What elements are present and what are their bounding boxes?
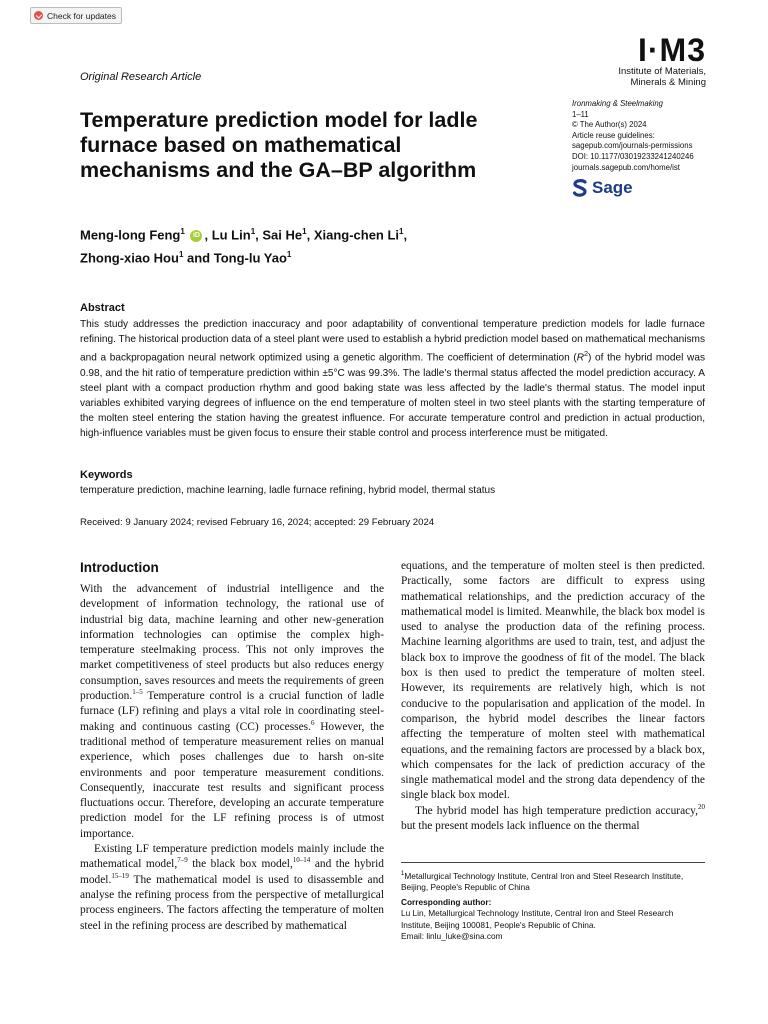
section-heading-introduction: Introduction (80, 560, 159, 575)
footnote-divider (401, 862, 705, 863)
author[interactable]: Tong-lu Yao (213, 250, 287, 266)
journal-name: Ironmaking & Steelmaking (572, 99, 664, 108)
badge-label: Check for updates (47, 10, 116, 21)
author[interactable]: Meng-long Feng (80, 227, 181, 243)
page-title: Temperature prediction model for ladle furnace based on mathematical mechanisms and the GA–BP algorithm (80, 108, 478, 182)
paragraph: The hybrid model has high temperature prediction accuracy,$^{20}$ but the present models lack influence on the thermal (401, 802, 705, 833)
journal-copyright: © The Author(s) 2024 (572, 120, 647, 130)
corresponding-author: Lu Lin, Metallurgical Technology Institute, Central Iron and Steel Research Institute, Beijing 100081, People's Republic of China. (401, 908, 674, 930)
reuse-link[interactable]: sagepub.com/journals-permissions (572, 141, 693, 151)
author[interactable]: Zhong-xiao Hou (80, 250, 179, 266)
doi-link[interactable]: DOI: 10.1177/03019233241240246 (572, 151, 694, 161)
author[interactable]: Lu Lin (211, 227, 251, 243)
article-dates: Received: 9 January 2024; revised February 16, 2024; accepted: 29 February 2024 (80, 517, 435, 528)
paragraph: Existing LF temperature prediction models mainly include the mathematical model,$^{7-9}$ the black box model,$^{10-14}$ and the hybrid model.$^{15-19}$ The mathematical model is used to disassemble and analyse the refining process from the perspective of metallurgical process engineers. The factors affecting the temperature of molten steel in the refining process are described by mathematical (80, 843, 384, 932)
article-type: Original Research Article (80, 71, 202, 83)
reuse-label: Article reuse guidelines: (572, 130, 655, 140)
sage-logo (572, 178, 633, 198)
footnotes (401, 869, 705, 943)
check-for-updates-badge[interactable] (30, 7, 122, 24)
abstract-text: This study addresses the prediction inaccuracy and poor adaptability of conventional temperature prediction models for ladle furnace refining. The historical production data of a steel plant were used to establish a hybrid prediction model based on mathematical mechanisms and a backpropagation neural network optimized using a genetic algorithm. The coefficient of determination $(R^2)$ of the hybrid model was 0.98, and the hit ratio of temperature prediction within ±5°C was 99.3%. The ladle's thermal status affected the model prediction accuracy. A steel plant with a compact production rhythm and good baking state was less affected by the ladle's thermal status. The model input variables exhibited varying degrees of influence on the end temperature of molten steel in two steel plants with the starting temperature of the molten steel entering the station having the greatest influence. For accurate temperature control and prediction in actual production, high-influence variables must be given focus to ensure their stable control and process interference must be mitigated. (80, 319, 705, 440)
corresponding-author-heading: Corresponding author: (401, 896, 492, 907)
paragraph: equations, and the temperature of molten steel is then predicted. Practically, some factors are difficult to express using mathematical relationships, and the prediction accuracy of the mathematical model is limited. Meanwhile, the black box model is used to analyse the production data of the refining process. Machine learning algorithms are used to train, test, and adjust the black box to improve the goodness of fit of the model. The black box is then used to predict the temperature of molten steel. However, its requirements are relatively high, which is not conducive to the popularisation and application of the model. In comparison, the hybrid model describes the linear factors affecting the temperature of molten steel with mathematical equations, and the remaining factors are processed by a black box, which compensates for the lack of prediction accuracy of the single mathematical model and the strong data dependency of the single black box model. (401, 560, 705, 802)
journal-pages: 1–11 (572, 109, 589, 119)
keywords-heading: Keywords (80, 469, 133, 481)
body-column-left (80, 582, 384, 934)
orcid-icon[interactable]: iD (190, 230, 202, 242)
author-list: Meng-long Feng$^1$ iD , Lu Lin$^1$, Sai He$^1$, Xiang-chen Li$^1$, Zhong-xiao Hou$^1$ and Tong-lu Yao$^1$ (80, 227, 408, 266)
sage-label: Sage (592, 178, 633, 197)
email-link[interactable]: Email: linlu_luke@sina.com (401, 931, 503, 942)
check-icon (34, 11, 43, 20)
keywords-text: temperature prediction, machine learning, ladle furnace refining, hybrid model, thermal status (80, 485, 496, 496)
journal-home-link[interactable]: journals.sagepub.com/home/ist (572, 162, 680, 172)
logo-line2: Minerals & Mining (630, 77, 706, 88)
author[interactable]: Xiang-chen Li (313, 227, 400, 243)
paragraph: With the advancement of industrial intelligence and the development of information technology, the rational use of industrial big data, machine learning and other new-generation information technologies can optimise the complex high-temperature steelmaking process. This not only improves the market competitiveness of steel products but also reduces energy consumption, saves resources and meets the requirements of green production.$^{1-5}$ Temperature control is a crucial function of ladle furnace (LF) refining and plays a vital role in coordinating steel-making and continuous casting (CC) processes.$^6$ However, the traditional method of temperature measurement relies on manual experience, which poses challenges due to harsh on-site environments and poor temperature measurement conditions. Consequently, inaccurate test results and significant process fluctuations occur. Therefore, developing an accurate temperature prediction model for the LF refining process is of utmost importance. (80, 583, 385, 840)
abstract-heading: Abstract (80, 302, 125, 314)
logo-line1: Institute of Materials, (618, 66, 706, 77)
affiliation: $^1$Metallurgical Technology Institute, Central Iron and Steel Research Institute, Beijing, People's Republic of China (401, 870, 684, 893)
body-column-right (401, 559, 705, 834)
author[interactable]: Sai He (262, 227, 303, 243)
sage-s-icon (572, 179, 588, 197)
publisher-logo (610, 34, 706, 88)
journal-meta (572, 99, 732, 173)
logo-text: I·M3 (638, 32, 706, 68)
